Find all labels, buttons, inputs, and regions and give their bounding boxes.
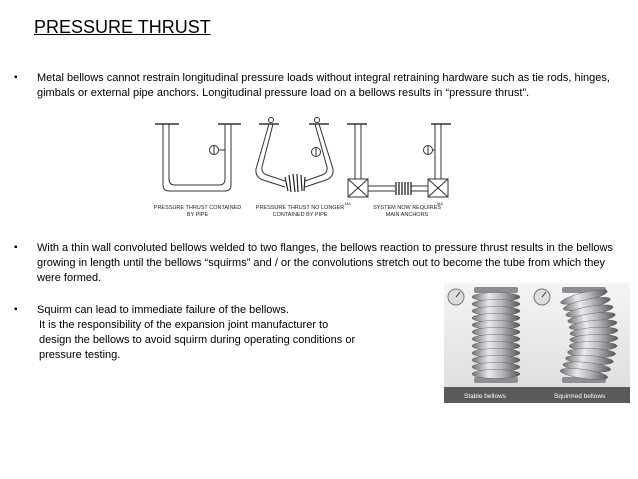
stable-bellows-image <box>472 287 520 383</box>
stable-bellows-caption: Stable bellows <box>464 393 506 400</box>
caption-not-contained-line1: PRESSURE THRUST NO LONGER <box>255 205 345 211</box>
squirm-line-1: Squirm can lead to immediate failure of the bellows. <box>37 304 289 316</box>
caption-contained <box>150 205 245 219</box>
caption-main-anchors <box>362 205 452 219</box>
squirm-line-4: pressure testing. <box>39 349 121 361</box>
bullet-marker: ▪ <box>14 72 18 83</box>
ma-left-label: MA <box>345 201 351 206</box>
caption-contained-line2: BY PIPE <box>186 212 209 218</box>
gauge-icon <box>448 289 464 305</box>
panel-main-anchors <box>347 124 451 197</box>
bellows-convolution <box>472 370 520 379</box>
squirm-line-2: It is the responsibility of the expansion joint manufacturer to <box>39 319 329 331</box>
paragraph-metal-bellows: Metal bellows cannot restrain longitudinal pressure loads without integral retraining hardware such as tie rods, hinges, gimbals or external pipe anchors. Longitudinal pressure load on a bellows results in “pressure thrust”. <box>37 72 610 99</box>
caption-contained-line1: PRESSURE THRUST CONTAINED <box>153 205 242 211</box>
gauge-icon <box>534 289 550 305</box>
caption-not-contained <box>250 205 350 219</box>
caption-main-anchors-line2: MAIN ANCHORS <box>385 212 429 218</box>
slide-title: PRESSURE THRUST <box>34 17 211 37</box>
panel-not-contained <box>256 118 333 193</box>
pressure-thrust-diagram <box>145 117 475 217</box>
paragraph-thin-wall: With a thin wall convoluted bellows welded to two flanges, the bellows reaction to pressure thrust results in the bellows growing in length until the bellows “squirms” and / or the convolutions stretch out to become the tube from which they were formed. <box>37 242 613 284</box>
squirm-line-3: design the bellows to avoid squirm during operating conditions or <box>39 334 356 346</box>
bullet-marker: ▪ <box>14 242 18 253</box>
panel-contained <box>155 124 241 191</box>
caption-main-anchors-line1: SYSTEM NOW REQUIRES <box>373 205 441 211</box>
ma-right-label: MA <box>437 201 443 206</box>
bullet-marker: ▪ <box>14 304 18 315</box>
caption-not-contained-line2: CONTAINED BY PIPE <box>272 212 328 218</box>
squirmed-bellows-caption: Squirmed bellows <box>554 393 606 400</box>
bellows-photo <box>444 283 630 403</box>
paragraph-squirm <box>37 303 417 363</box>
